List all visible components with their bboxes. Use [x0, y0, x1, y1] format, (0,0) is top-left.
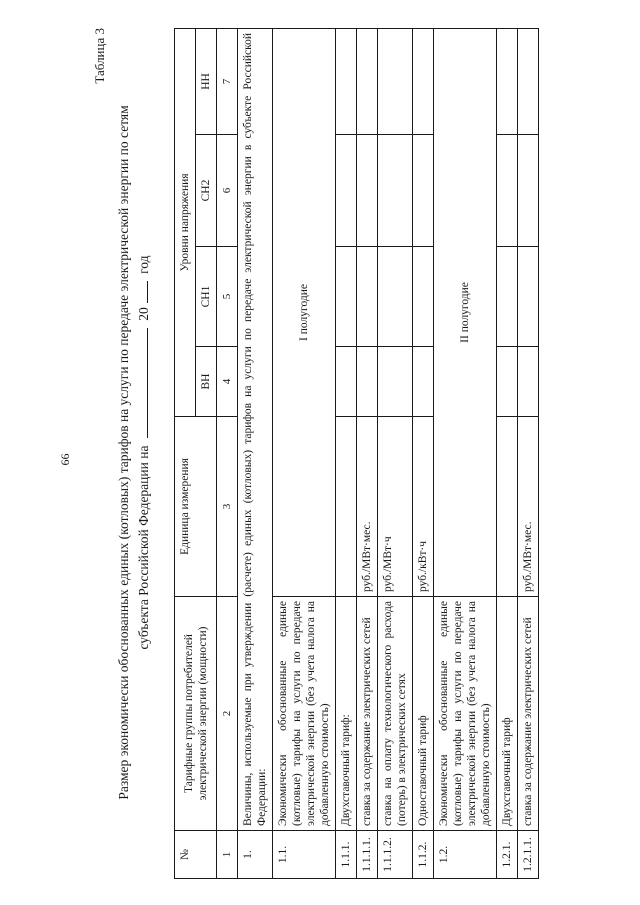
col-num-5: 5 [217, 247, 238, 347]
cell-unit: руб./кВт·ч [413, 417, 434, 597]
half-year-label: II полугодие [434, 28, 497, 596]
row-number: 1.1.2. [413, 831, 434, 879]
header-no: № [175, 831, 217, 879]
cell-nn [357, 28, 378, 134]
header-group: Тарифные группы потребителей электрической энергии (мощности) [175, 597, 217, 831]
table-row [434, 28, 497, 878]
row-text: Величины, используемые при утверждении (расчете) единых (котловых) тарифов на услуги по передаче электрической энергии в субъекте Российской Федерации: [238, 28, 273, 830]
row-number: 1.2. [434, 831, 497, 879]
row-number: 1.1. [273, 831, 336, 879]
cell-unit: руб./МВт·мес. [357, 417, 378, 597]
row-number: 1. [238, 831, 273, 879]
cell-sn2 [357, 135, 378, 247]
table-row [378, 28, 413, 878]
cell-vn [497, 347, 518, 417]
cell-sn1 [357, 247, 378, 347]
page-number: 66 [58, 453, 72, 466]
table-row [273, 28, 336, 878]
header-sn2: СН2 [196, 135, 217, 247]
row-text: Двухставочный тариф [497, 597, 518, 831]
cell-unit [497, 417, 518, 597]
cell-sn2 [497, 135, 518, 247]
col-num-2: 2 [217, 597, 238, 831]
cell-nn [336, 28, 357, 134]
row-text: Экономически обоснованные единые (котловые) тарифы на услуги по передаче электрической энергии (без учета налога на добавленную стоимость) [434, 597, 497, 831]
cell-sn1 [378, 247, 413, 347]
table-row [497, 28, 518, 878]
cell-nn [497, 28, 518, 134]
cell-vn [357, 347, 378, 417]
title-line-2 [134, 8, 154, 897]
cell-nn [378, 28, 413, 134]
header-unit: Единица измерения [175, 417, 217, 597]
title-prefix: субъекта Российской Федерации на [136, 445, 151, 650]
table-title [114, 8, 154, 897]
row-text: Экономически обоснованные единые (котловые) тарифы на услуги по передаче электрической энергии (без учета налога на добавленную стоимость) [273, 597, 336, 831]
cell-vn [518, 347, 539, 417]
header-nn: НН [196, 28, 217, 134]
blank-line [147, 328, 148, 438]
cell-sn2 [378, 135, 413, 247]
header-levels: Уровни напряжения [175, 28, 196, 416]
cell-sn2 [518, 135, 539, 247]
row-text: Одноставочный тариф [413, 597, 434, 831]
col-num-6: 6 [217, 135, 238, 247]
row-text: ставка на оплату технологического расхода (потерь) в электрических сетях [378, 597, 413, 831]
header-row-1 [175, 28, 196, 878]
table-row [357, 28, 378, 878]
cell-nn [518, 28, 539, 134]
row-number: 1.1.1.2. [378, 831, 413, 879]
row-number: 1.1.1. [336, 831, 357, 879]
row-number: 1.2.1.1. [518, 831, 539, 879]
row-number: 1.1.1.1. [357, 831, 378, 879]
table-row [238, 28, 273, 878]
header-vn: ВН [196, 347, 217, 417]
row-text: ставка за содержание электрических сетей [357, 597, 378, 831]
cell-vn [336, 347, 357, 417]
half-year-label: I полугодие [273, 28, 336, 596]
cell-vn [378, 347, 413, 417]
tariff-table [174, 28, 539, 879]
cell-sn2 [413, 135, 434, 247]
rotated-page [84, 8, 629, 897]
cell-unit [336, 417, 357, 597]
col-num-4: 4 [217, 347, 238, 417]
col-num-7: 7 [217, 28, 238, 134]
cell-sn1 [497, 247, 518, 347]
table-row [413, 28, 434, 878]
cell-sn1 [336, 247, 357, 347]
cell-sn2 [336, 135, 357, 247]
column-number-row [217, 28, 238, 878]
cell-nn [413, 28, 434, 134]
table-row [518, 28, 539, 878]
title-line-1: Размер экономически обоснованных единых (котловых) тарифов на услуги по передаче электрической энергии по сетям [116, 105, 131, 800]
cell-vn [413, 347, 434, 417]
title-year: 20 [136, 307, 151, 321]
cell-unit: руб./МВт·ч [378, 417, 413, 597]
title-suffix: год [136, 255, 151, 274]
table-row [336, 28, 357, 878]
row-text: ставка за содержание электрических сетей [518, 597, 539, 831]
cell-unit: руб./МВт·мес. [518, 417, 539, 597]
header-sn1: СН1 [196, 247, 217, 347]
col-num-1: 1 [217, 831, 238, 879]
table-label: Таблица 3 [92, 28, 107, 84]
cell-sn1 [413, 247, 434, 347]
col-num-3: 3 [217, 417, 238, 597]
row-text: Двухставочный тариф: [336, 597, 357, 831]
cell-sn1 [518, 247, 539, 347]
row-number: 1.2.1. [497, 831, 518, 879]
blank-year [147, 281, 148, 303]
